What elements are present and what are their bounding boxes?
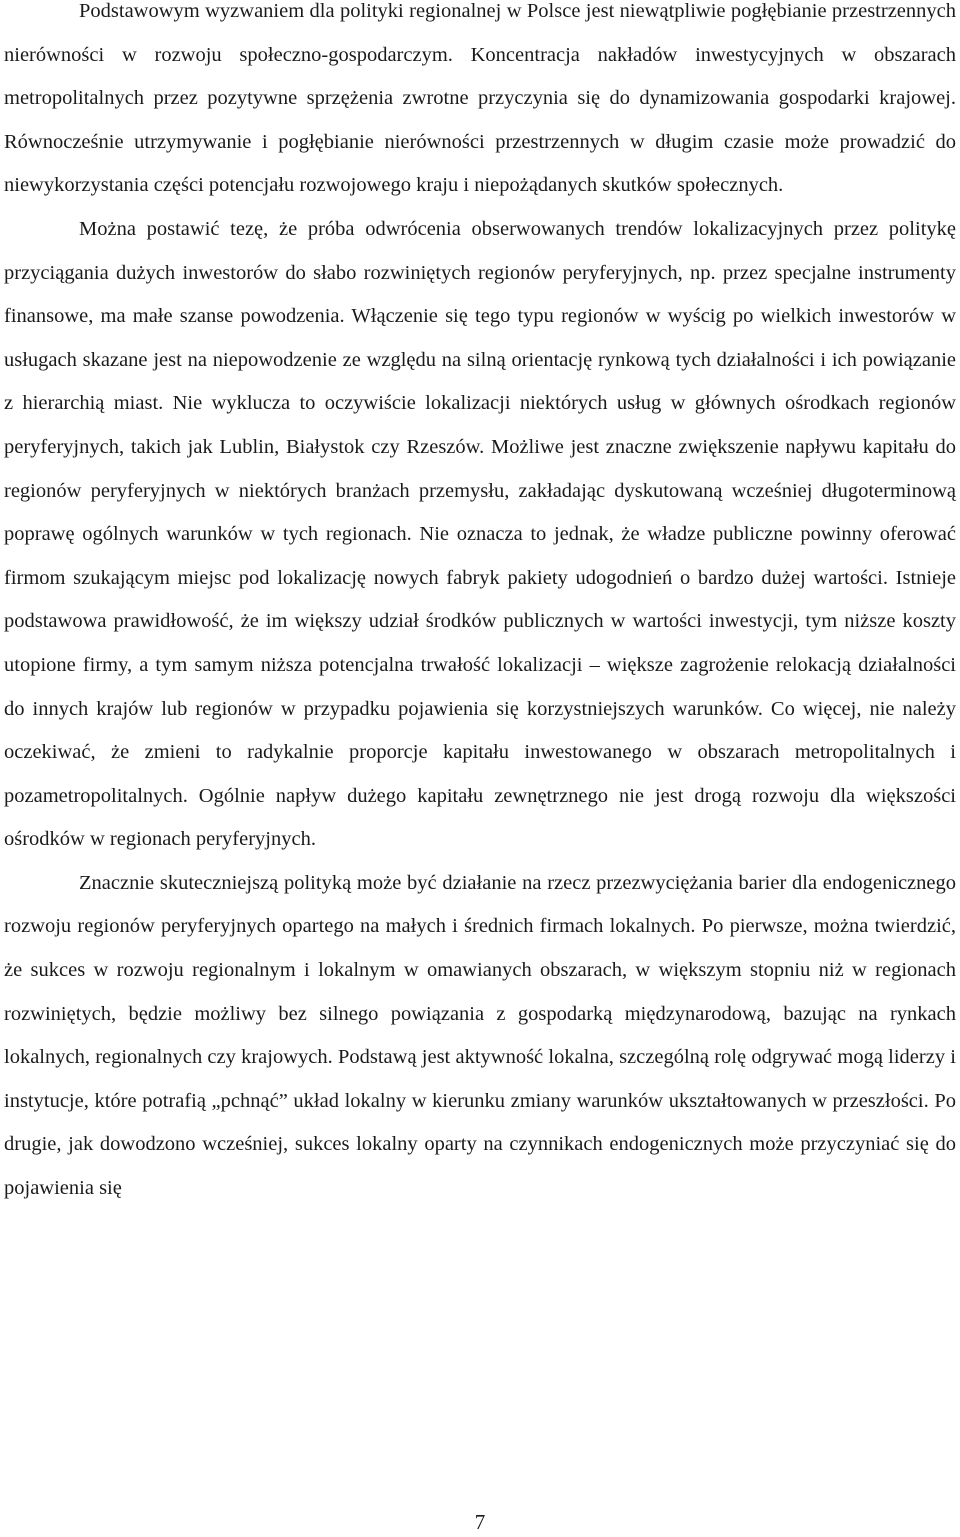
paragraph-2: Można postawić tezę, że próba odwrócenia obserwowanych trendów lokalizacyjnych przez politykę przyciągania dużych inwestorów do słabo rozwiniętych regionów peryferyjnych, np. przez specjalne instrumenty finansowe, ma małe szanse powodzenia. Włączenie się tego typu regionów w wyścig po wielkich inwestorów w usługach skazane jest na niepowodzenie ze względu na silną orientację rynkową tych działalności i ich powiązanie z hierarchią miast. Nie wyklucza to oczywiście lokalizacji niektórych usług w głównych ośrodkach regionów peryferyjnych, takich jak Lublin, Białystok czy Rzeszów. Możliwe jest znaczne zwiększenie napływu kapitału do regionów peryferyjnych w niektórych branżach przemysłu, zakładając dyskutowaną wcześniej długoterminową poprawę ogólnych warunków w tych regionach. Nie oznacza to jednak, że władze publiczne powinny oferować firmom szukającym miejsc pod lokalizację nowych fabryk pakiety udogodnień o bardzo dużej wartości. Istnieje podstawowa prawidłowość, że im większy udział środków publicznych w wartości inwestycji, tym niższe koszty utopione firmy, a tym samym niższa potencjalna trwałość lokalizacji – większe zagrożenie relokacją działalności do innych krajów lub regionów w przypadku pojawienia się korzystniejszych warunków. Co więcej, nie należy oczekiwać, że zmieni to radykalnie proporcje kapitału inwestowanego w obszarach metropolitalnych i pozametropolitalnych. Ogólnie napływ dużego kapitału zewnętrznego nie jest drogą rozwoju dla większości ośrodków w regionach peryferyjnych. xyxy=(4,217,956,851)
paragraph-3: Znacznie skuteczniejszą polityką może być działanie na rzecz przezwyciężania barier dla endogenicznego rozwoju regionów peryferyjnych opartego na małych i średnich firmach lokalnych. Po pierwsze, można twierdzić, że sukces w rozwoju regionalnym i lokalnym w omawianych obszarach, w większym stopniu niż w regionach rozwiniętych, będzie możliwy bez silnego powiązania z gospodarką międzynarodową, bazując na rynkach lokalnych, regionalnych czy krajowych. Podstawą jest aktywność lokalna, szczególną rolę odgrywać mogą liderzy i instytucje, które potrafią „pchnąć” układ lokalny w kierunku zmiany warunków ukształtowanych w przeszłości. Po drugie, jak dowodzono wcześniej, sukces lokalny oparty na czynnikach endogenicznych może przyczyniać się do pojawienia się xyxy=(4,871,956,1200)
paragraph-1: Podstawowym wyzwaniem dla polityki regionalnej w Polsce jest niewątpliwie pogłębianie przestrzennych nierówności w rozwoju społeczno-gospodarczym. Koncentracja nakładów inwestycyjnych w obszarach metropolitalnych przez pozytywne sprzężenia zwrotne przyczynia się do dynamizowania gospodarki krajowej. Równocześnie utrzymywanie i pogłębianie nierówności przestrzennych w długim czasie może prowadzić do niewykorzystania części potencjału rozwojowego kraju i niepożądanych skutków społecznych. xyxy=(4,0,956,197)
document-page xyxy=(4,0,956,1211)
page-number: 7 xyxy=(474,1510,486,1534)
